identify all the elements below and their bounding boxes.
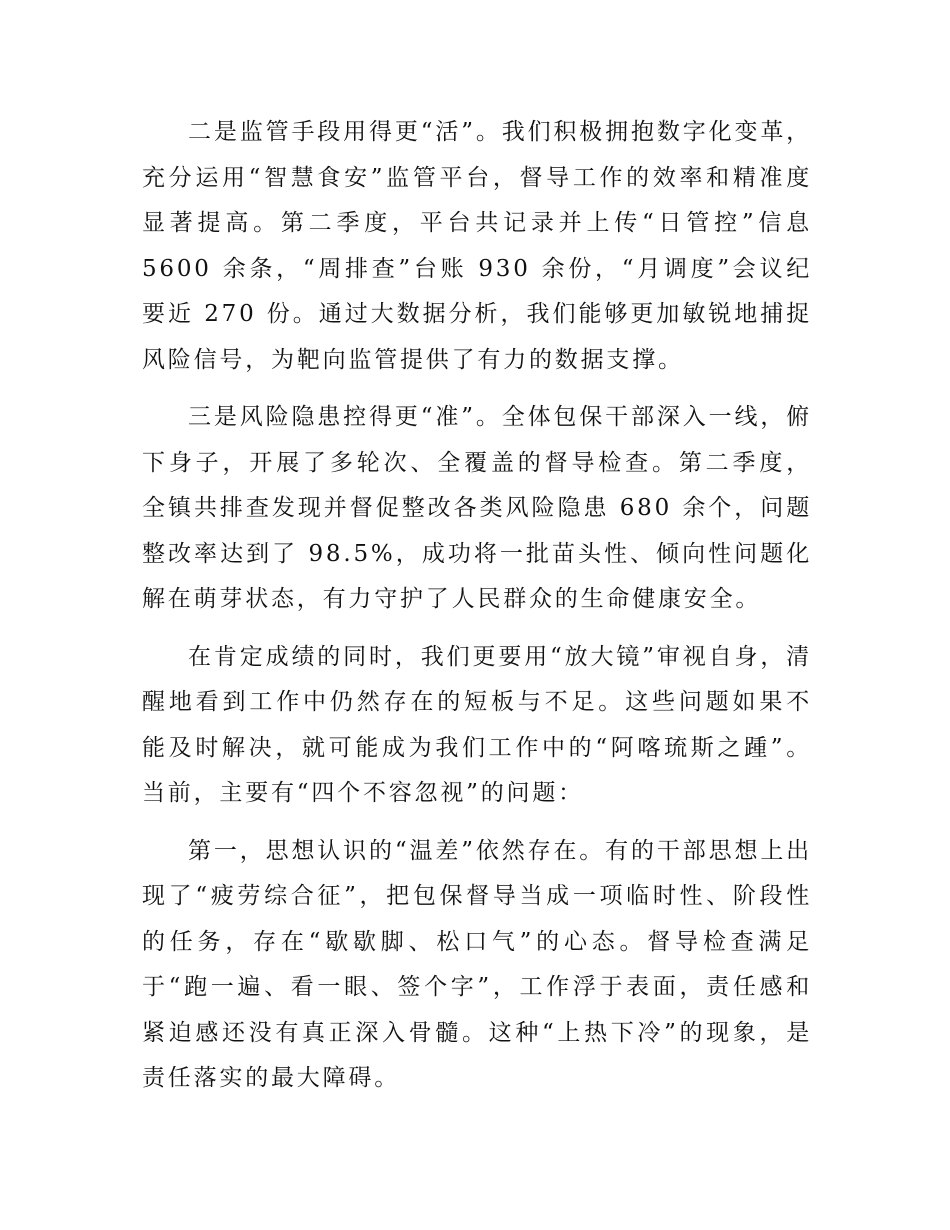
paragraph-risk-control: 三是风险隐患控得更“准”。全体包保干部深入一线，俯下身子，开展了多轮次、全覆盖的督导检查。第二季度，全镇共排查发现并督促整改各类风险隐患 680 余个，问题整改率达到了 98.5%，成功将一批苗头性、倾向性问题化解在萌芽状态，有力守护了人民群众的生命健康安全。 — [142, 404, 812, 612]
paragraph-supervision-means: 二是监管手段用得更“活”。我们积极拥抱数字化变革，充分运用“智慧食安”监管平台，督导工作的效率和精准度显著提高。第二季度，平台共记录并上传“日管控”信息 5600 余条，“周排查”台账 930 余份，“月调度”会议纪要近 270 份。通过大数据分析，我们能够更加敏锐地捕捉风险信号，为靶向监管提供了有力的数据支撑。 — [142, 119, 812, 373]
paragraph-first-problem: 第一，思想认识的“温差”依然存在。有的干部思想上出现了“疲劳综合征”，把包保督导当成一项临时性、阶段性的任务，存在“歇歇脚、松口气”的心态。督导检查满足于“跑一遍、看一眼、签个字”，工作浮于表面，责任感和紧迫感还没有真正深入骨髓。这种“上热下冷”的现象，是责任落实的最大障碍。 — [142, 837, 812, 1091]
paragraph-shortcomings-intro: 在肯定成绩的同时，我们更要用“放大镜”审视自身，清醒地看到工作中仍然存在的短板与不足。这些问题如果不能及时解决，就可能成为我们工作中的“阿喀琉斯之踵”。当前，主要有“四个不容忽视”的问题： — [142, 643, 812, 806]
document-body — [142, 110, 812, 1114]
